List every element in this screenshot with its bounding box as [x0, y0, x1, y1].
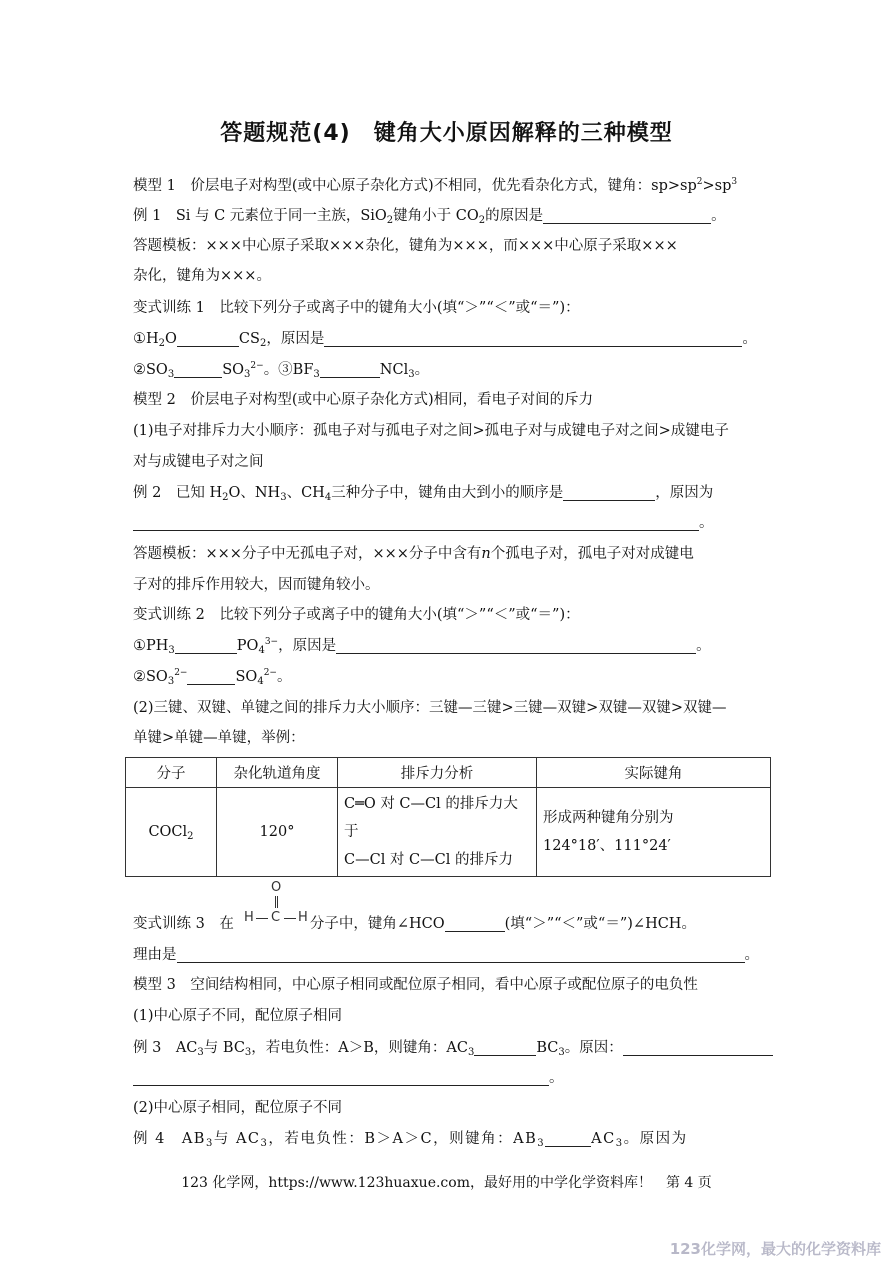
answer-blank[interactable]: [324, 331, 742, 347]
answer-blank[interactable]: [187, 669, 235, 685]
variant2-q2: $②SO_3^{2-}$ $SO_4^{2-}$。: [133, 668, 292, 687]
answer-blank[interactable]: [174, 362, 222, 378]
example1: 例 1 Si 与 C 元素位于同一主族，SiO$_2$键角小于 $CO_2$的原因是 。: [133, 208, 726, 226]
table-header-cell: 排斥力分析: [338, 758, 537, 788]
answer-blank[interactable]: [133, 1070, 549, 1086]
answer-blank[interactable]: [543, 208, 711, 224]
example3: 例 3 $AC_3$与 $BC_3$，若电负性：A＞B，则键角：$AC_3$ $BC_3$。原因：: [133, 1038, 773, 1058]
variant2-q1: $①PH_3$ $PO_4^{3-}$，原因是 。: [133, 637, 711, 656]
answer-blank[interactable]: [133, 515, 699, 531]
table-header-cell: 分子: [126, 758, 217, 788]
answer-blank[interactable]: [545, 1131, 591, 1147]
template2-line1: 答题模板：×××分子中无孤电子对，×××分子中含有n个孤电子对，孤电子对对成键电: [133, 546, 694, 562]
answer-blank[interactable]: [175, 638, 237, 654]
answer-blank[interactable]: [177, 331, 239, 347]
variant1-q2: $②SO_3$ $SO_3^{2-}$。$③BF_3$ NCl$_3$。: [133, 361, 430, 380]
page-footer: 123 化学网，https://www.123huaxue.com，最好用的中学化学资料库！ 第 4 页: [181, 1175, 712, 1191]
bond-repulsion-line2: 单键>单键—单键，举例：: [133, 730, 305, 746]
answer-blank[interactable]: [320, 362, 380, 378]
answer-blank[interactable]: [563, 485, 655, 501]
variant2-heading: 变式训练 2 比较下列分子或离子中的键角大小(填“＞”“＜”或“＝”)：: [133, 607, 580, 623]
example4: 例 4 $AB_3$与 $AC_3$，若电负性：B＞A＞C，则键角：$AB_3$ $AC_3$。原因为: [133, 1131, 688, 1149]
template1-line1: 答题模板：×××中心原子采取×××杂化，键角为×××，而×××中心原子采取×××: [133, 238, 678, 254]
model2-heading: 模型 2 价层电子对构型(或中心原子杂化方式)相同，看电子对间的斥力: [133, 392, 594, 408]
table-header-row: [126, 758, 771, 788]
answer-blank[interactable]: [177, 947, 745, 963]
answer-blank[interactable]: [445, 916, 505, 932]
table-cell-actual: 形成两种键角分别为 124°18′、111°24′: [537, 788, 771, 877]
model1-heading: 模型 1 价层电子对构型(或中心原子杂化方式)不相同，优先看杂化方式，键角：$sp>sp^2>sp^3$: [133, 177, 738, 194]
table-cell-angle: 120°: [217, 788, 338, 877]
formaldehyde-structure: O H C H: [244, 880, 308, 925]
example2-reason: 。: [133, 513, 773, 533]
model3-heading: 模型 3 空间结构相同，中心原子相同或配位原子相同，看中心原子或配位原子的电负性: [133, 977, 698, 993]
template2-line2: 子对的排斥作用较大，因而键角较小。: [133, 577, 380, 593]
example3-reason: 。: [133, 1068, 773, 1088]
table-cell-analysis: C═O 对 C—Cl 的排斥力大于 C—Cl 对 C—Cl 的排斥力: [338, 788, 537, 877]
answer-blank[interactable]: [623, 1040, 773, 1056]
template1-line2: 杂化，键角为×××。: [133, 268, 271, 284]
variant3: 变式训练 3 在 分子中，键角∠HCO (填“＞”“＜”或“＝”)∠HCH。: [133, 916, 696, 932]
example2: 例 2 已知 $H_2O$、$NH_3$、$CH_4$三种分子中，键角由大到小的顺序是 ，原因为: [133, 485, 714, 503]
model3-p1: (1)中心原子不同，配位原子相同: [133, 1008, 343, 1024]
variant1-heading: 变式训练 1 比较下列分子或离子中的键角大小(填“＞”“＜”或“＝”)：: [133, 300, 580, 316]
model2-p2: 对与成键电子对之间: [133, 454, 264, 470]
answer-blank[interactable]: [336, 638, 696, 654]
site-watermark: 123化学网，最大的化学资料库: [669, 1240, 881, 1258]
bond-angle-table: [125, 757, 771, 877]
variant3-reason: 理由是 。: [133, 947, 759, 963]
bond-repulsion-line1: (2)三键、双键、单键之间的排斥力大小顺序：三键—三键>三键—双键>双键—双键>双键—: [133, 700, 727, 716]
table-header-cell: 实际键角: [537, 758, 771, 788]
table-row: [126, 788, 771, 877]
p3: (2)中心原子相同，配位原子不同: [133, 1100, 343, 1116]
model2-p1: (1)电子对排斥力大小顺序：孤电子对与孤电子对之间>孤电子对与成键电子对之间>成键电子: [133, 423, 729, 439]
page-title: 答题规范(4) 键角大小原因解释的三种模型: [220, 121, 673, 146]
table-cell-molecule: COCl$_2$: [126, 788, 217, 877]
table-header-cell: 杂化轨道角度: [217, 758, 338, 788]
variant1-q1: $①H_2O$ $CS_2$，原因是 。: [133, 331, 757, 349]
answer-blank[interactable]: [474, 1040, 536, 1056]
